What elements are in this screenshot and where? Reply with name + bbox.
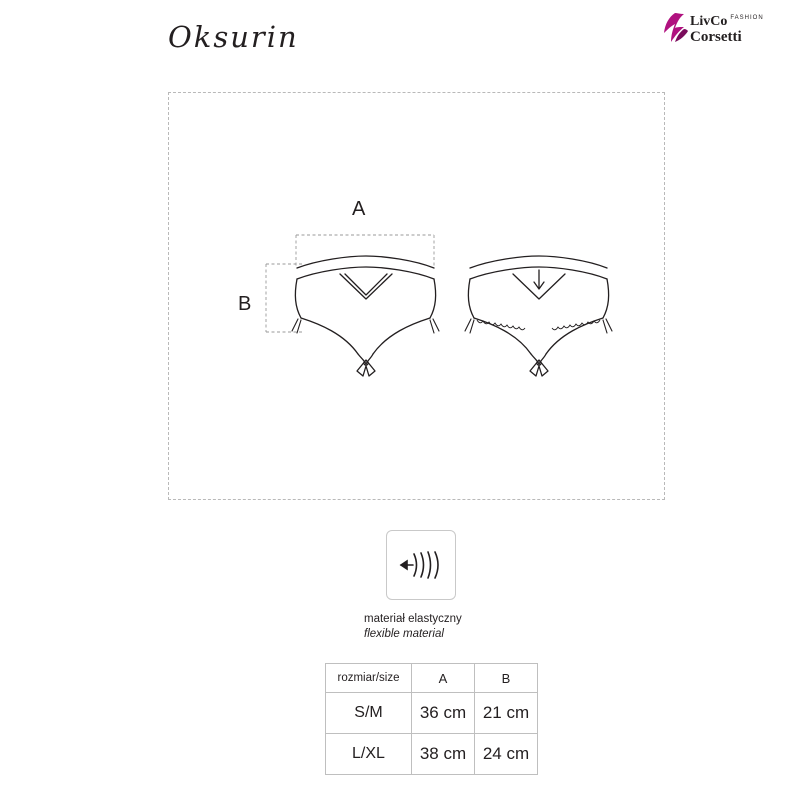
- size-value-a: 38 cm: [412, 734, 475, 775]
- material-caption-pl: materiał elastyczny: [364, 613, 462, 625]
- size-value-a: 36 cm: [412, 693, 475, 734]
- dimension-label-b: B: [238, 293, 252, 315]
- dimension-label-a: A: [352, 198, 366, 220]
- brand-wordmark: [690, 13, 764, 45]
- brand-superscript: FASHION: [730, 14, 764, 21]
- table-row: [326, 734, 538, 775]
- size-value-b: 21 cm: [475, 693, 538, 734]
- table-header-size: rozmiar/size: [326, 664, 412, 693]
- size-label: S/M: [326, 693, 412, 734]
- table-header-row: [326, 664, 538, 693]
- table-header-a: A: [412, 664, 475, 693]
- size-value-b: 24 cm: [475, 734, 538, 775]
- size-table: [325, 663, 538, 775]
- page-title: Oksurin: [168, 20, 299, 54]
- brand-logo: [662, 12, 772, 52]
- material-caption: [364, 612, 624, 642]
- brand-line-1: LivCo: [690, 14, 728, 29]
- size-label: L/XL: [326, 734, 412, 775]
- elastic-material-icon: [386, 530, 456, 600]
- livco-wing-logo-icon: [662, 12, 690, 44]
- table-row: [326, 693, 538, 734]
- material-caption-en: flexible material: [364, 628, 444, 640]
- table-header-b: B: [475, 664, 538, 693]
- brand-line-2: Corsetti: [690, 29, 742, 45]
